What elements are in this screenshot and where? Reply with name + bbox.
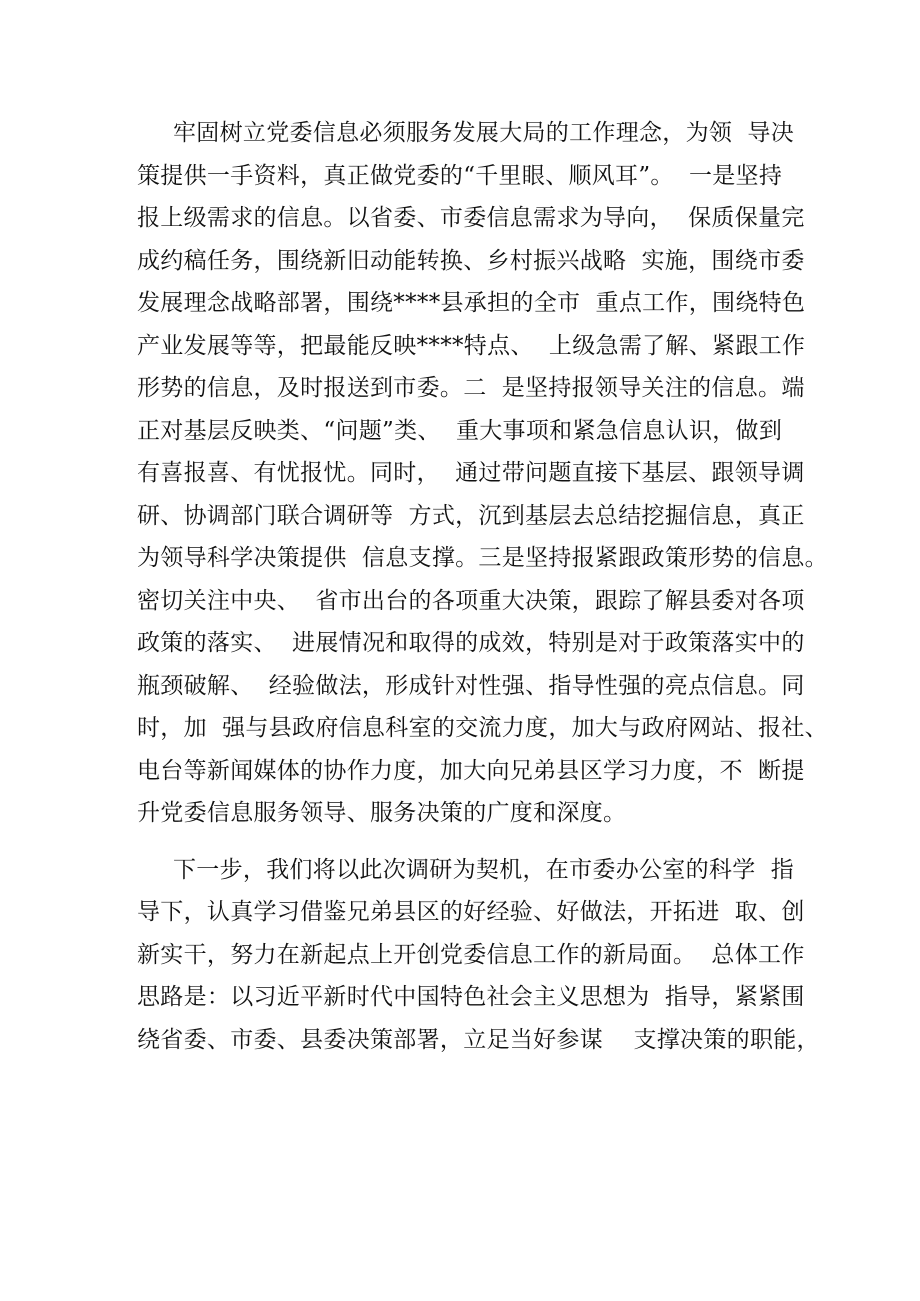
text-line: 研、协调部门联合调研等 方式，沉到基层去总结挖掘信息，真正: [137, 502, 805, 529]
text-line: 形势的信息，及时报送到市委。二 是坚持报领导关注的信息。端: [137, 375, 805, 401]
text-line: 成约稿任务，围绕新旧动能转换、乡村振兴战略 实施，围绕市委: [137, 247, 805, 274]
text-line: 策提供一手资料，真正做党委的“千里眼、顺风耳”。 一是坚持: [137, 162, 783, 189]
text-line: 思路是：以习近平新时代中国特色社会主义思想为 指导，紧紧围: [137, 984, 805, 1010]
text-line: 报上级需求的信息。以省委、市委信息需求为导向， 保质保量完: [137, 205, 805, 231]
document-body: [137, 112, 828, 1061]
text-line: 下一步，我们将以此次调研为契机，在市委办公室的科学 指: [173, 856, 795, 883]
text-line: 导下，认真学习借鉴兄弟县区的好经验、好做法，开拓进 取、创: [137, 899, 805, 925]
text-line: 升党委信息服务领导、服务决策的广度和深度。: [137, 800, 627, 826]
text-line: 时，加 强与县政府信息科室的交流力度，加大与政府网站、报社、: [137, 715, 828, 741]
text-line: 有喜报喜、有忧报忧。同时， 通过带问题直接下基层、跟领导调: [137, 460, 805, 486]
text-line: 瓶颈破解、 经验做法，形成针对性强、指导性强的亮点信息。同: [137, 672, 805, 699]
text-line: 发展理念战略部署，围绕****县承担的全市 重点工作，围绕特色: [137, 290, 806, 316]
paragraph-1: [137, 112, 828, 835]
text-line: 为领导科学决策提供 信息支撑。三是坚持报紧跟政策形势的信息。: [137, 545, 828, 571]
paragraph-2: [137, 849, 820, 1062]
text-line: 电台等新闻媒体的协作力度，加大向兄弟县区学习力度，不 断提: [137, 757, 805, 784]
text-line: 新实干，努力在新起点上开创党委信息工作的新局面。 总体工作: [137, 941, 805, 968]
text-line: 政策的落实、 进展情况和取得的成效，特别是对于政策落实中的: [137, 630, 805, 656]
text-line: 产业发展等等，把最能反映****特点、 上级急需了解、紧跟工作: [137, 332, 806, 359]
paragraph-gap: [137, 835, 809, 849]
text-line: 正对基层反映类、“问题”类、 重大事项和紧急信息认识，做到: [137, 417, 783, 444]
text-line: 密切关注中央、 省市出台的各项重大决策，跟踪了解县委对各项: [137, 587, 805, 614]
text-line: 绕省委、市委、县委决策部署，立足当好参谋 支撑决策的职能，: [137, 1026, 820, 1053]
text-line: 牢固树立党委信息必须服务发展大局的工作理念，为领 导决: [173, 120, 795, 146]
